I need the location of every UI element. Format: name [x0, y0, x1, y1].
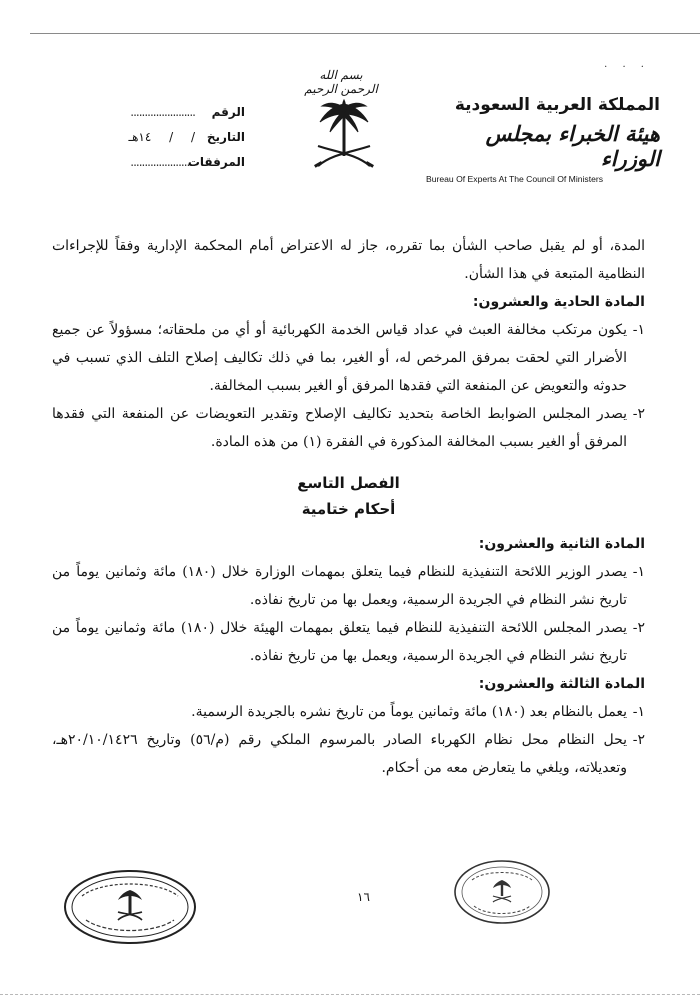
chapter-subtitle: أحكام ختامية — [301, 500, 396, 518]
scan-top-rule — [30, 33, 700, 34]
experts-bureau-name: هيئة الخبراء بمجلس الوزراء — [485, 121, 660, 171]
reference-number-label: الرقم — [211, 105, 245, 119]
clause-number: ٢- — [632, 620, 645, 636]
official-seal-right-icon — [452, 858, 552, 926]
clause-text: يعمل بالنظام بعد (١٨٠) مائة وثمانين يوماً من تاريخ نشره بالجريدة الرسمية. — [191, 704, 627, 720]
intro-paragraph: المدة، أو لم يقبل صاحب الشأن بما تقرره، جاز له الاعتراض أمام المحكمة الإدارية وفقاً للإجراءات النظامية المتبعة في هذا الشأن. — [52, 238, 645, 282]
clause-text: يحل النظام محل نظام الكهرباء الصادر بالمرسوم الملكي رقم (م/٥٦) وتاريخ ٢٠/١٠/١٤٢٦هـ، وتعديلاته، ويلغي ما يتعارض معه من أحكام. — [52, 732, 628, 776]
clause-text: يصدر المجلس الضوابط الخاصة بتحديد تكاليف الإصلاح وتقدير التعويضات عن المنفعة التي فقدها المرفق أو الغير بسبب المخالفة المذكورة في الفقرة (١) من هذه المادة. — [52, 406, 627, 450]
reference-number-field: ....................... — [130, 105, 195, 119]
scan-bottom-rule — [0, 994, 700, 996]
article-22-clause-2 — [52, 614, 645, 670]
scan-specks: · · · — [604, 62, 650, 73]
article-22-heading: المادة الثانية والعشرون: — [478, 536, 645, 552]
official-seal-left-icon — [62, 868, 198, 946]
article-22-clause-1 — [52, 558, 645, 614]
clause-number: ١- — [632, 704, 645, 720]
article-23-heading: المادة الثالثة والعشرون: — [478, 676, 645, 692]
clause-text: يصدر المجلس اللائحة التنفيذية للنظام فيما يتعلق بمهمات الهيئة خلال (١٨٠) مائة وثمانين يوماً من تاريخ نشر النظام في الجريدة الرسمية، ويعمل بها من تاريخ نفاذه. — [52, 620, 627, 664]
clause-number: ١- — [632, 322, 645, 338]
date-label: التاريخ — [206, 130, 245, 144]
clause-text: يصدر الوزير اللائحة التنفيذية للنظام فيما يتعلق بمهمات الوزارة خلال (١٨٠) مائة وثمانين يوماً من تاريخ نشر النظام في الجريدة الرسمية، ويعمل بها من تاريخ نفاذه. — [52, 564, 627, 608]
bureau-english-name: Bureau Of Experts At The Council Of Ministers — [426, 174, 604, 184]
page-number: ١٦ — [357, 890, 370, 904]
document-body — [52, 232, 645, 782]
clause-number: ٢- — [632, 406, 645, 422]
clause-text: يكون مرتكب مخالفة العبث في عداد قياس الخدمة الكهربائية أو أي من ملحقاته؛ مسؤولاً عن جميع الأضرار التي لحقت بمرفق المرخص له، أو الغير، بما في ذلك تكاليف إصلاح التلف الذي تسبب في حدوثه والتعويض عن المنفعة التي فقدها المرفق أو الغير بسبب المخالفة. — [52, 322, 627, 394]
article-21-clause-1 — [52, 316, 645, 400]
article-23-clause-2 — [52, 726, 645, 782]
attachments-label: المرفقات — [187, 155, 245, 169]
chapter-title: الفصل التاسع — [297, 474, 400, 492]
reference-number-row — [75, 105, 245, 130]
organization-header — [420, 95, 660, 184]
attachments-row — [75, 155, 245, 180]
article-21-clause-2 — [52, 400, 645, 456]
palm-swords-emblem-icon — [312, 96, 376, 176]
clause-number: ١- — [632, 564, 645, 580]
date-value: / / ١٤هـ — [128, 130, 195, 144]
reference-block — [75, 105, 245, 180]
date-row — [75, 130, 245, 155]
article-23-clause-1 — [52, 698, 645, 726]
article-21-heading: المادة الحادية والعشرون: — [472, 294, 645, 310]
kingdom-name: المملكة العربية السعودية — [454, 95, 660, 115]
clause-number: ٢- — [632, 732, 645, 748]
basmala-calligraphy: بسم الله الرحمن الرحيم — [304, 68, 378, 96]
attachments-field: ....................... — [130, 155, 195, 169]
